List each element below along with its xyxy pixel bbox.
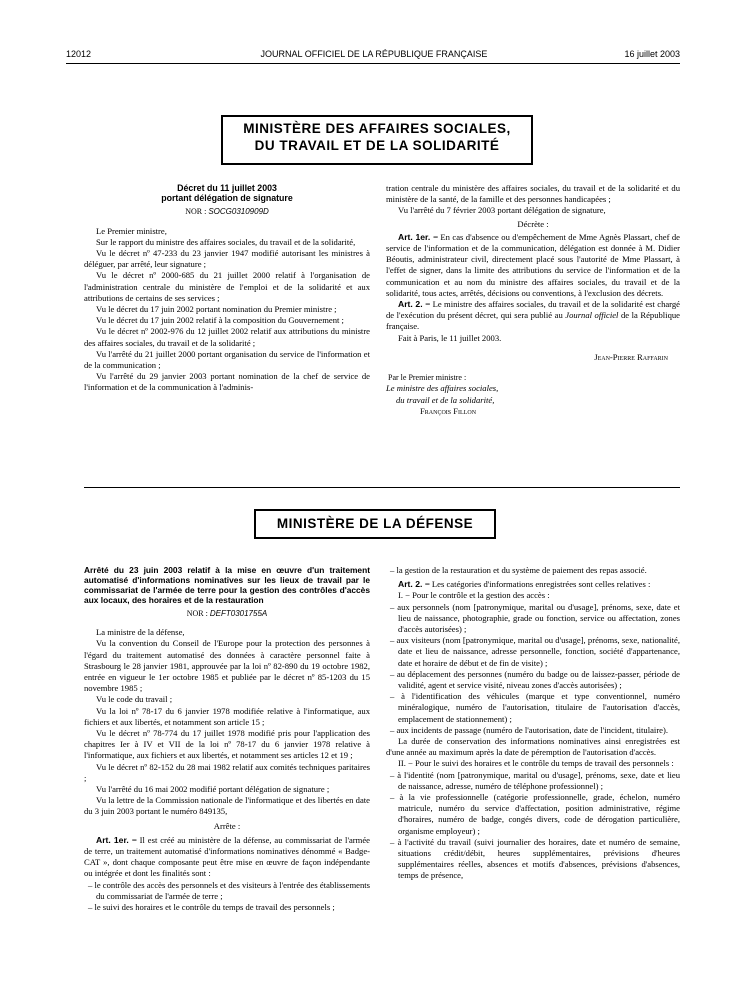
decree-para: Vu le décret nº 47-233 du 23 janvier 1947 modifié autorisant les ministres à déléguer, par arrêté, leur signature ; xyxy=(84,248,370,270)
decree-para: Vu le décret du 17 juin 2002 portant nomination du Premier ministre ; xyxy=(96,304,337,315)
decree-done: Fait à Paris, le 11 juillet 2003. xyxy=(398,332,502,343)
conservation-para: La durée de conservation des informations nominatives ainsi enregistrées est d'une année au maximum après la date de péremption de l'autorisation d'accès. xyxy=(386,736,680,758)
order-left-column xyxy=(84,565,370,913)
nor-value: SOCG0310909D xyxy=(208,207,269,217)
order-article-1 xyxy=(84,835,370,880)
order-para: Vu le décret nº 78-774 du 17 juillet 1978 modifié pris pour l'application des chapitres Ier à IV et VII de la loi nº 78-17 du 6 janvier 1978 relative à l'informatique, aux fichiers et aux libertés, et notamment ses articles 12 et 19 ; xyxy=(84,728,370,761)
section-i-title: I. − Pour le contrôle et la gestion des accès : xyxy=(398,590,550,601)
journal-title: JOURNAL OFFICIEL DE LA RÉPUBLIQUE FRANÇAISE xyxy=(260,49,488,59)
decree-article-2 xyxy=(386,299,680,333)
decree-title-line1: Décret du 11 juillet 2003 xyxy=(177,183,277,193)
list-item: – aux personnels (nom [patronymique, marital ou d'usage], prénoms, sexe, date et lieu de naissance, photographie, grade ou fonction, service ou affectation, zones d'accès autorisées) ; xyxy=(390,601,680,635)
article-text: de la République française. xyxy=(386,310,680,332)
signature-minister: François Fillon xyxy=(420,405,477,416)
order-para: Vu le code du travail ; xyxy=(96,694,173,705)
ministry-title-line1: MINISTÈRE DES AFFAIRES SOCIALES, xyxy=(243,121,511,136)
decree-para: Vu l'arrêté du 21 juillet 2000 portant organisation du service de l'information et de la communication ; xyxy=(84,348,370,371)
order-para: Vu la convention du Conseil de l'Europe pour la protection des personnes à l'égard du traitement automatisé des données à caractère personnel faite à Strasbourg le 28 janvier 1981, approuvée par la loi nº 82-890 du 19 octobre 1982, entrée en vigueur le 1er octobre 1985 et publiée par le décret nº 85-1203 du 15 novembre 1985 ; xyxy=(84,638,370,694)
decree-para: tration centrale du ministère des affaires sociales, du travail et de la solidarité et du ministère de la santé, de la famille et des personnes handicapées ; xyxy=(386,183,680,205)
order-right-column xyxy=(386,565,680,882)
decree-para: Vu l'arrêté du 7 février 2003 portant délégation de signature, xyxy=(398,205,606,216)
nor-value: DEFT0301755A xyxy=(209,609,268,618)
decree-para: Le Premier ministre, xyxy=(96,225,167,236)
nor-label: NOR : xyxy=(185,207,209,217)
list-item: – à l'identité (nom [patronymique, marital ou d'usage], prénoms, sexe, date et lieu de naissance, adresse, numéro de téléphone professionnel) ; xyxy=(390,769,680,791)
list-item: – aux incidents de passage (numéro de l'autorisation, date de l'incident, titulaire). xyxy=(390,724,669,735)
article-label: Art. 2. − xyxy=(398,299,431,310)
ministry-box-defense: MINISTÈRE DE LA DÉFENSE xyxy=(254,509,496,539)
ministry-box-social-affairs xyxy=(221,115,533,165)
article-label: Art. 1er. − xyxy=(398,231,438,242)
order-para: La ministre de la défense, xyxy=(96,627,185,638)
order-para: Vu le décret nº 82-152 du 28 mai 1982 relatif aux comités techniques paritaires ; xyxy=(84,761,370,783)
minister-title-line1: Le ministre des affaires sociales, xyxy=(386,383,499,394)
article-text: Il est créé au ministère de la défense, au commissariat de l'armée de terre, un traitement automatisé d'informations nominatives dénommé « Badge-CAT », dont chaque composante peut être mise en œuvre de façon indépendante ou intégrée et dont les finalités sont : xyxy=(84,834,370,879)
order-article-2 xyxy=(386,579,680,590)
section-rule xyxy=(84,487,680,488)
decree-decrete: Décrète : xyxy=(517,218,549,229)
journal-officiel-italic: Journal officiel xyxy=(565,310,619,321)
header-rule xyxy=(66,63,680,64)
decree-right-column xyxy=(386,183,680,417)
decree-para: Vu le décret nº 2002-976 du 12 juillet 2002 relatif aux attributions du ministre des affaires sociales, du travail et de la solidarité ; xyxy=(84,326,370,348)
nor-label: NOR : xyxy=(186,609,210,618)
minister-title-line2: du travail et de la solidarité, xyxy=(396,394,495,405)
decree-para: Vu l'arrêté du 29 janvier 2003 portant nomination de la chef de service de l'information et de la communication à l'adminis- xyxy=(84,371,370,393)
page-number: 12012 xyxy=(66,49,92,59)
article-label: Art. 2. − xyxy=(398,579,430,590)
list-item: – le contrôle des accès des personnels et des visiteurs à l'entrée des établissements du commissariat de l'armée de terre ; xyxy=(88,879,370,901)
order-para: Vu la loi nº 78-17 du 6 janvier 1978 modifiée relative à l'informatique, aux fichiers et aux libertés, et notamment son article 15 ; xyxy=(84,705,370,727)
list-item: – aux visiteurs (nom [patronymique, marital ou d'usage], prénoms, sexe, nationalité, date et lieu de naissance, adresse personnelle, fonction, société d'appartenance, date et horaire de début et de fin de visite) ; xyxy=(390,635,680,668)
decree-para: Vu le décret nº 2000-685 du 21 juillet 2000 relatif à l'organisation de l'administration centrale du ministère de l'emploi et de la solidarité et aux attributions de certains de ses services ; xyxy=(84,270,370,303)
section-ii-title: II. − Pour le suivi des horaires et le contrôle du temps de travail des personnels : xyxy=(398,758,674,769)
article-label: Art. 1er. − xyxy=(96,834,137,845)
decree-nor xyxy=(84,206,370,217)
decree-left-column xyxy=(84,183,370,394)
signature-prime-minister: Jean-Pierre Raffarin xyxy=(594,352,668,363)
decree-para: Vu le décret du 17 juin 2002 relatif à la composition du Gouvernement ; xyxy=(96,315,344,326)
list-item: – à la vie professionnelle (catégorie professionnelle, grade, échelon, numéro matricule, numéro du service d'affectation, position administrative, régime d'horaires, numéro de badge, congés divers, code de dérogation particulière, organisme employeur) ; xyxy=(390,792,680,836)
decree-title-line2: portant délégation de signature xyxy=(161,193,293,204)
list-item: – la gestion de la restauration et du système de paiement des repas associé. xyxy=(390,565,647,575)
decree-para: Sur le rapport du ministre des affaires sociales, du travail et de la solidarité, xyxy=(96,236,356,247)
order-para: Vu l'arrêté du 16 mai 2002 modifié portant délégation de signature ; xyxy=(96,784,330,795)
par-premier-ministre: Par le Premier ministre : xyxy=(388,373,467,383)
list-item: – à l'activité du travail (suivi journalier des horaires, date et numéro de semaine, situations crédit/débit, heures supplémentaires, prévisions d'heures supplémentaires réelles, absences et motifs d'absences, prévisions d'absences, temps de présence, xyxy=(390,836,680,881)
decree-article-1 xyxy=(386,232,680,299)
order-arrete: Arrête : xyxy=(213,820,241,831)
list-item: – le suivi des horaires et le contrôle du temps de travail des personnels ; xyxy=(88,902,335,913)
article-text: Le ministre des affaires sociales, du travail et de la solidarité est chargé de l'exécution du présent décret, qui sera publié au xyxy=(386,299,681,321)
list-item: – à l'identification des véhicules (marque et type conventionnel, numéro minéralogique, numéro de l'autorisation, titulaire de l'autorisation d'accès, emplacement de stationnement) ; xyxy=(390,691,680,724)
list-item: – au déplacement des personnes (numéro du badge ou de laissez-passer, période de validité, agent et service visité, niveau zones d'accès autorisées) ; xyxy=(390,668,680,691)
article-text: Les catégories d'informations enregistrées sont celles relatives : xyxy=(429,579,651,590)
ministry-title-line2: DU TRAVAIL ET DE LA SOLIDARITÉ xyxy=(254,138,500,153)
order-nor xyxy=(84,608,370,619)
article-text: En cas d'absence ou d'empêchement de Mme Agnès Plassart, chef de service de l'information et de la communication, délégation est donnée à M. Didier Béoutis, administrateur civil, directement placé sous l'autorité de Mme Plassart, à l'effet de signer, dans la limite des attributions du service de l'information et de la communication et au nom du ministre des affaires sociales, du travail et de la solidarité, tous actes, arrêtés, décisions ou conventions, à l'exclusion des décrets. xyxy=(386,231,680,298)
issue-date: 16 juillet 2003 xyxy=(624,49,680,59)
order-title: Arrêté du 23 juin 2003 relatif à la mise en œuvre d'un traitement automatisé d'informations nominatives sur les lieux de travail par le commissariat de l'armée de terre pour la gestion des contrôles d'accès aux locaux, des horaires et de la restauration xyxy=(84,565,370,605)
order-para: Vu la lettre de la Commission nationale de l'informatique et des libertés en date du 3 juin 2003 portant le numéro 849135, xyxy=(84,795,370,817)
